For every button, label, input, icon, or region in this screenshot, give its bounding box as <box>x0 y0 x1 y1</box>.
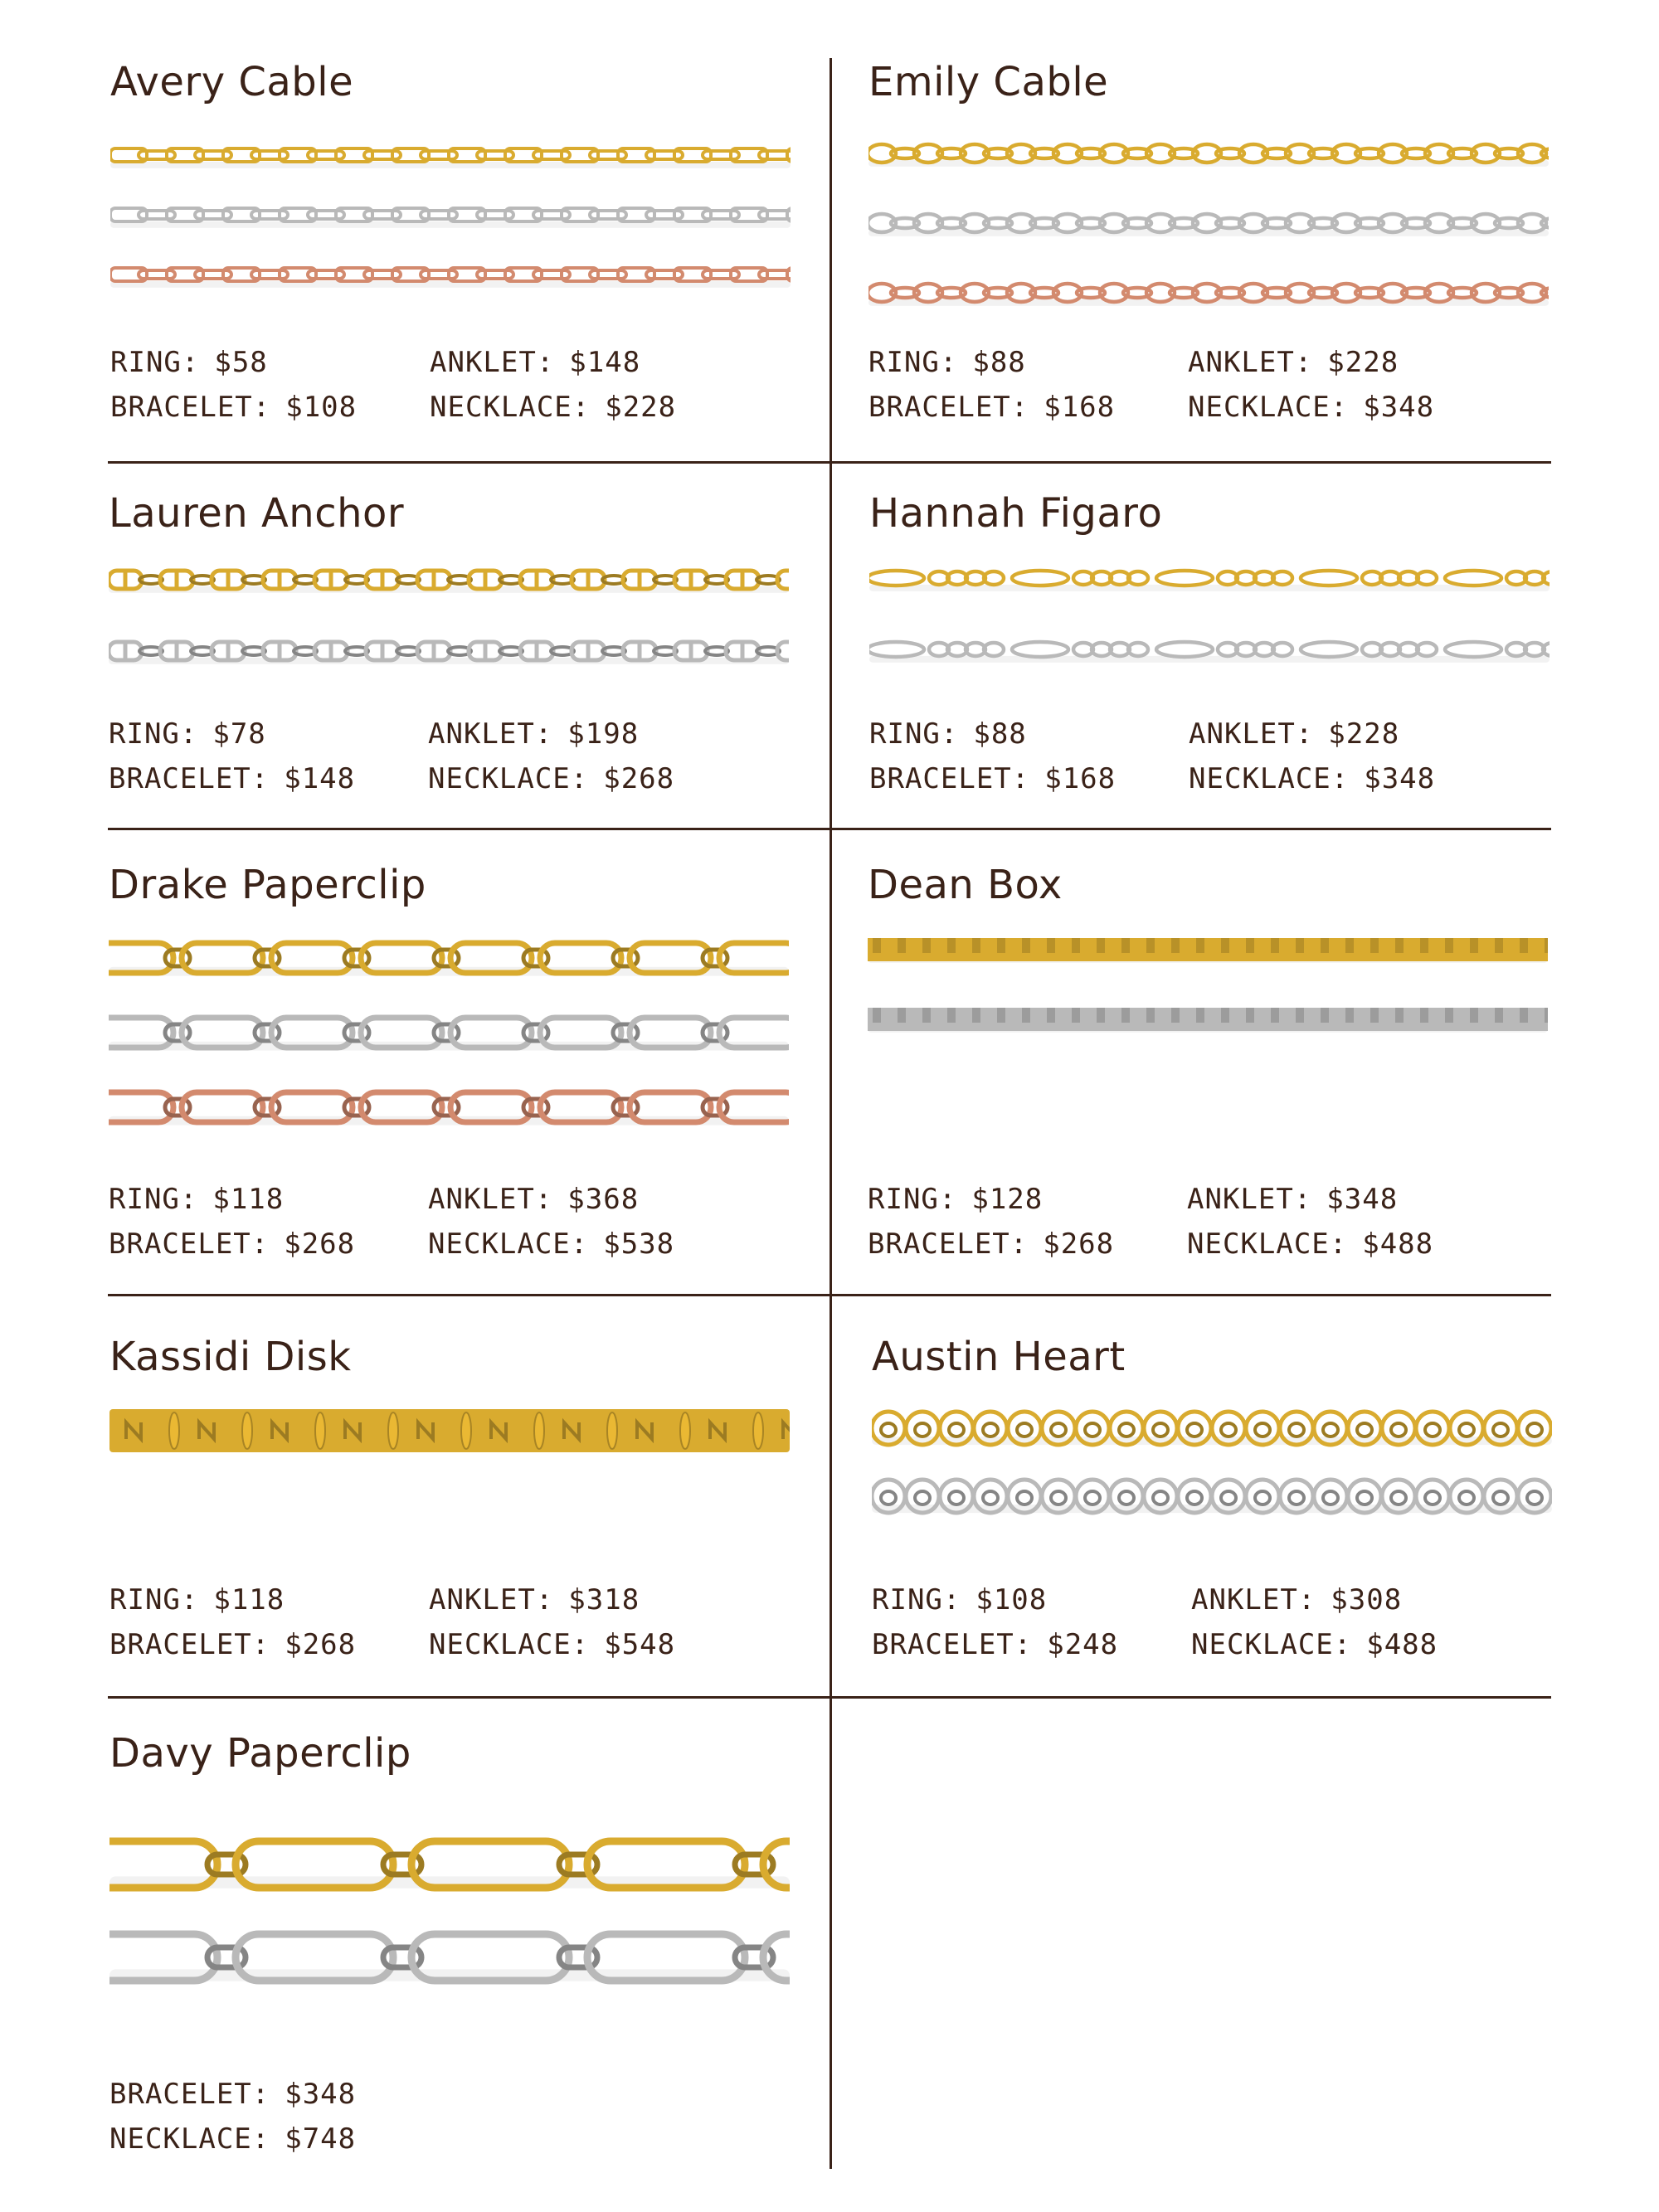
chain-name: Davy Paperclip <box>109 1730 411 1777</box>
chain-name: Lauren Anchor <box>109 490 405 537</box>
chain-card-drake-paperclip <box>109 862 797 1271</box>
chain-strand-gold <box>109 1402 790 1460</box>
price-ring: RING: $108 <box>872 1583 1048 1616</box>
chain-strand-gold <box>109 1831 790 1898</box>
price-anklet: ANKLET: $368 <box>428 1183 640 1216</box>
chain-strand-silver <box>109 1008 789 1057</box>
price-bracelet: BRACELET: $168 <box>868 391 1116 424</box>
chain-strand-silver <box>109 633 789 669</box>
price-bracelet: BRACELET: $168 <box>869 762 1117 795</box>
price-ring: RING: $128 <box>868 1183 1044 1216</box>
chain-strand-silver <box>110 197 791 233</box>
price-necklace: NECKLACE: $348 <box>1188 391 1435 424</box>
chain-name: Drake Paperclip <box>109 862 426 908</box>
chain-card-avery-cable <box>110 59 799 435</box>
price-ring: RING: $78 <box>109 717 266 751</box>
price-anklet: ANKLET: $318 <box>429 1583 640 1616</box>
row-divider <box>108 1696 1551 1699</box>
price-ring: RING: $58 <box>110 346 268 379</box>
chain-name: Emily Cable <box>868 59 1109 105</box>
price-bracelet: BRACELET: $268 <box>868 1228 1115 1261</box>
price-necklace: NECKLACE: $548 <box>429 1628 676 1661</box>
price-anklet: ANKLET: $228 <box>1189 717 1400 751</box>
chain-card-emily-cable <box>868 59 1557 435</box>
chain-card-davy-paperclip <box>109 1730 798 2165</box>
chain-card-dean-box <box>868 862 1556 1271</box>
chain-strand-gold <box>868 931 1548 968</box>
chain-strand-silver <box>109 1924 790 1991</box>
chain-card-austin-heart <box>872 1334 1560 1685</box>
chain-card-hannah-figaro <box>869 490 1558 809</box>
column-divider <box>830 58 832 2169</box>
price-anklet: ANKLET: $348 <box>1187 1183 1399 1216</box>
price-anklet: ANKLET: $308 <box>1191 1583 1403 1616</box>
chain-name: Dean Box <box>868 862 1063 908</box>
row-divider <box>108 461 1551 464</box>
chain-card-lauren-anchor <box>109 490 797 809</box>
chain-strand-gold <box>869 560 1550 596</box>
chain-card-kassidi-disk <box>109 1334 798 1685</box>
price-ring: RING: $118 <box>109 1583 285 1616</box>
chain-strand-silver <box>872 1473 1552 1519</box>
chain-strand-rose <box>109 1082 789 1132</box>
price-bracelet: BRACELET: $148 <box>109 762 356 795</box>
chain-strand-rose <box>110 256 791 293</box>
chain-name: Austin Heart <box>872 1334 1126 1380</box>
chain-name: Hannah Figaro <box>869 490 1163 537</box>
price-necklace: NECKLACE: $228 <box>430 391 677 424</box>
row-divider <box>108 828 1551 830</box>
chain-strand-gold <box>110 137 791 173</box>
price-necklace: NECKLACE: $268 <box>428 762 675 795</box>
chain-strand-rose <box>868 275 1549 311</box>
price-necklace: NECKLACE: $538 <box>428 1228 675 1261</box>
price-anklet: ANKLET: $198 <box>428 717 640 751</box>
price-ring: RING: $88 <box>869 717 1027 751</box>
chain-name: Kassidi Disk <box>109 1334 352 1380</box>
chain-strand-gold <box>872 1405 1552 1451</box>
chain-strand-silver <box>868 1001 1548 1038</box>
price-necklace: NECKLACE: $348 <box>1189 762 1436 795</box>
price-necklace: NECKLACE: $748 <box>109 2122 357 2156</box>
price-bracelet: BRACELET: $248 <box>872 1628 1119 1661</box>
price-ring: RING: $88 <box>868 346 1026 379</box>
row-divider <box>108 1294 1551 1296</box>
chain-strand-gold <box>868 135 1549 172</box>
chain-name: Avery Cable <box>110 59 354 105</box>
price-anklet: ANKLET: $228 <box>1188 346 1399 379</box>
chain-strand-gold <box>109 562 789 598</box>
price-bracelet: BRACELET: $268 <box>109 1228 356 1261</box>
price-bracelet: BRACELET: $268 <box>109 1628 357 1661</box>
price-ring: RING: $118 <box>109 1183 285 1216</box>
price-necklace: NECKLACE: $488 <box>1187 1228 1434 1261</box>
chain-strand-gold <box>109 933 789 983</box>
price-bracelet: BRACELET: $108 <box>110 391 358 424</box>
price-anklet: ANKLET: $148 <box>430 346 641 379</box>
price-necklace: NECKLACE: $488 <box>1191 1628 1438 1661</box>
price-bracelet: BRACELET: $348 <box>109 2078 357 2111</box>
chain-strand-silver <box>869 631 1550 668</box>
chain-strand-silver <box>868 205 1549 241</box>
